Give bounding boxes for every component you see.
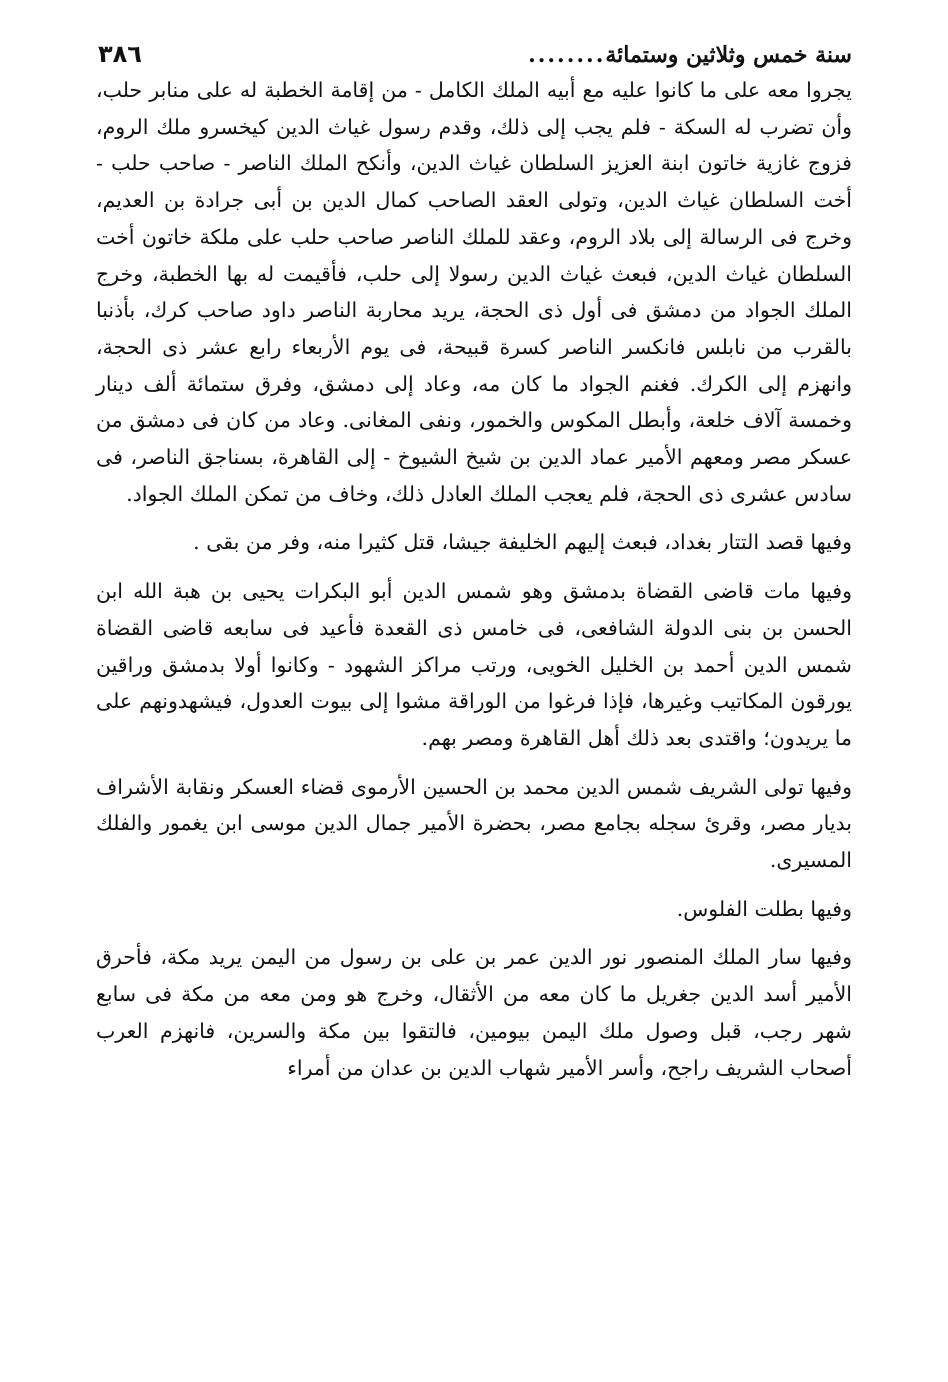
paragraph-6: وفيها سار الملك المنصور نور الدين عمر بن على بن رسول من اليمن يريد مكة، فأحرق الأمير أسد الدين جغريل ما كان معه من الأثقال، وخرج هو ومن معه من مكة فى سابع شهر رجب، قبل وصول ملك اليمن بيومين، فالتقوا بين مكة والسرين، فانهزم العرب أصحاب الشريف راجح، وأسر الأمير شهاب الدين بن عدان من أمراء	[96, 945, 852, 1080]
body-text	[96, 72, 852, 1086]
paragraph-3: وفيها مات قاضى القضاة بدمشق وهو شمس الدين أبو البكرات يحيى بن هبة الله ابن الحسن بن بنى الدولة الشافعى، فى خامس ذى القعدة فأعيد فى سابعه قاضى القضاة شمس الدين أحمد بن الخليل الخويى، ورتب مراكز الشهود - وكانوا أولا بدمشق وراقين يورقون المكاتيب وغيرها، فإذا فرغوا من الوراقة مشوا إلى بيوت العدول، فيشهدونهم على ما يريدون؛ واقتدى بعد ذلك أهل القاهرة ومصر بهم.	[96, 579, 852, 750]
paragraph-2: وفيها قصد التتار بغداد، فبعث إليهم الخليفة جيشا، قتل كثيرا منه، وفر من بقى .	[193, 530, 852, 555]
header-dots: ........	[528, 42, 606, 68]
paragraph-5: وفيها بطلت الفلوس.	[676, 896, 852, 921]
paragraph-1: يجروا معه على ما كانوا عليه مع أبيه الملك الكامل - من إقامة الخطبة له على منابر حلب، وأن تضرب له السكة - فلم يجب إلى ذلك، وقدم رسول غياث الدين كيخسرو ملك الروم، فزوج غازية خاتون ابنة العزيز السلطان غياث الدين، وأنكح الملك الناصر - صاحب حلب - أخت السلطان غياث الدين، وتولى العقد الصاحب كمال الدين بن أبى جرادة بن العديم، وخرج فى الرسالة إلى بلاد الروم، وعقد للملك الناصر صاحب حلب على ملكة خاتون أخت السلطان غياث الدين، فبعث غياث الدين رسولا إلى حلب، فأقيمت له بها الخطبة، وخرج الملك الجواد من دمشق فى أول ذى الحجة، يريد محاربة الناصر داود صاحب كرك، بأذنبا بالقرب من نابلس فانكسر الناصر كسرة قبيحة، فى يوم الأربعاء رابع عشر ذى الحجة، وانهزم إلى الكرك. فغنم الجواد ما كان مه، وعاد إلى دمشق، وفرق ستمائة ألف دينار وخمسة آلاف خلعة، وأبطل المكوس والخمور، ونفى المغانى. وعاد من كان فى دمشق من عسكر مصر ومعهم الأمير عماد الدين بن شيخ الشيوخ - إلى القاهرة، بسناجق الناصر، فى سادس عشرى ذى الحجة، فلم يعجب الملك العادل ذلك، وخاف من تمكن الملك الجواد.	[96, 78, 852, 506]
paragraph-4: وفيها تولى الشريف شمس الدين محمد بن الحسين الأرموى قضاء العسكر ونقابة الأشراف بديار مصر، وقرئ سجله بجامع مصر، بحضرة الأمير جمال الدين موسى ابن يغمور والفلك المسيرى.	[96, 774, 852, 873]
page-header	[98, 30, 852, 68]
running-title-text: سنة خمس وثلاثين وستمائة	[605, 42, 852, 68]
running-title	[522, 42, 852, 68]
page-number: ٣٨٦	[98, 40, 142, 68]
